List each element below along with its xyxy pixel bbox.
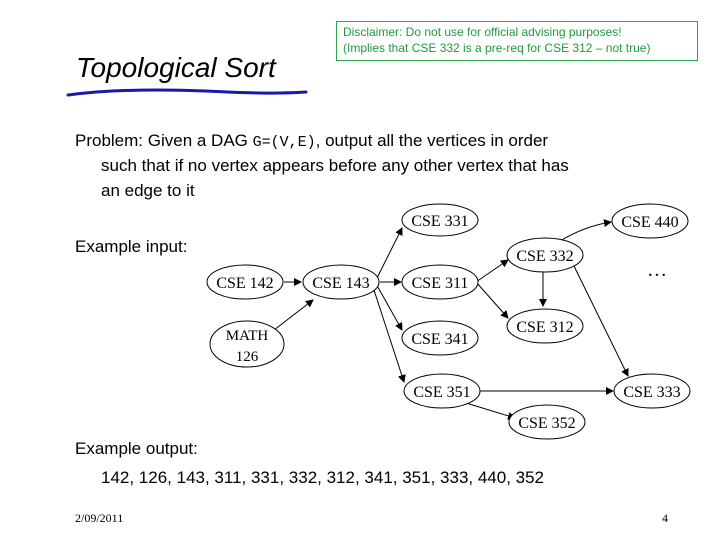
example-output-label: Example output: xyxy=(75,439,198,458)
node-label-cse333: CSE 333 xyxy=(623,384,681,401)
node-label-cse341: CSE 341 xyxy=(411,331,469,348)
edge-143-351 xyxy=(372,284,404,382)
node-label-cse440: CSE 440 xyxy=(621,214,679,231)
disclaimer-line-1: Disclaimer: Do not use for official advising purposes! xyxy=(343,25,622,39)
edge-143-331 xyxy=(375,228,402,282)
slide-title: Topological Sort xyxy=(76,52,276,83)
node-label-math126-line2: 126 xyxy=(235,349,259,365)
problem-suffix: , output all the vertices in order xyxy=(315,131,549,150)
edge-332-440 xyxy=(560,222,611,241)
node-label-math126-line1: MATH xyxy=(225,328,269,344)
footer-date: 2/09/2011 xyxy=(75,511,124,525)
problem-prefix: Problem: Given a DAG xyxy=(75,131,253,150)
node-label-cse332: CSE 332 xyxy=(516,248,574,265)
node-label-cse312: CSE 312 xyxy=(516,319,574,336)
node-label-cse351: CSE 351 xyxy=(413,384,471,401)
edge-math126-143 xyxy=(274,300,313,330)
problem-statement-line-2: such that if no vertex appears before any other vertex that has xyxy=(101,156,569,175)
example-input-label: Example input: xyxy=(75,237,188,256)
node-label-cse143: CSE 143 xyxy=(312,275,370,292)
footer-page-number: 4 xyxy=(662,511,668,525)
node-label-cse142: CSE 142 xyxy=(216,275,274,292)
node-label-cse331: CSE 331 xyxy=(411,213,469,230)
node-label-cse311: CSE 311 xyxy=(411,275,469,292)
edge-311-332 xyxy=(476,260,508,282)
node-label-cse352: CSE 352 xyxy=(518,415,576,432)
edge-351-352 xyxy=(466,403,515,418)
ellipsis: … xyxy=(647,259,667,281)
problem-statement-line-3: an edge to it xyxy=(101,181,195,200)
problem-code: G=(V,E) xyxy=(252,134,316,151)
edge-311-312 xyxy=(476,282,508,318)
disclaimer-line-2: (Implies that CSE 332 is a pre-req for CSE 312 – not true) xyxy=(343,41,651,55)
example-output-values: 142, 126, 143, 311, 331, 332, 312, 341, 351, 333, 440, 352 xyxy=(101,468,545,487)
